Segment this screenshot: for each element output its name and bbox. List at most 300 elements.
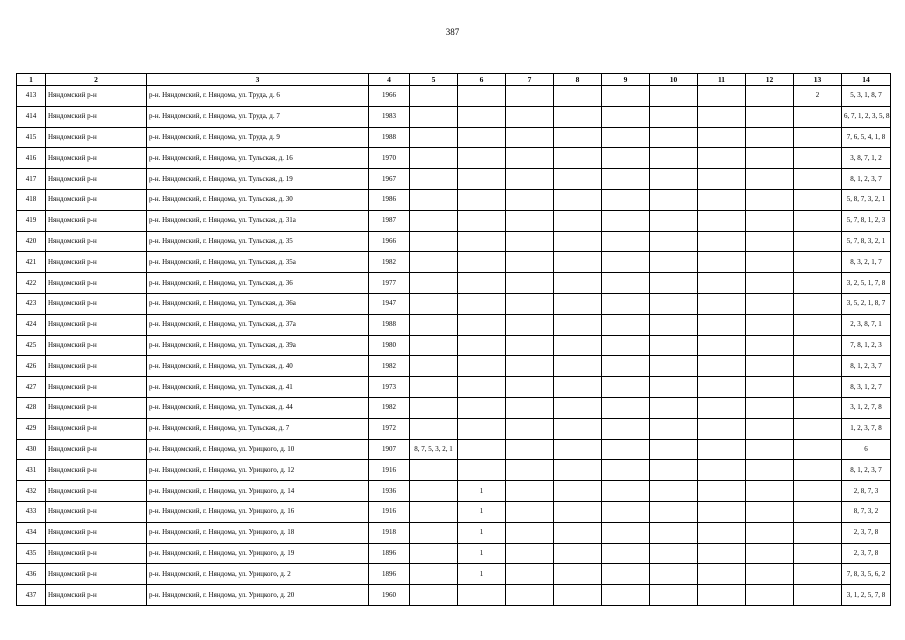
cell-col-8	[554, 418, 602, 439]
cell-col-1: 421	[17, 252, 46, 273]
cell-col-6	[458, 397, 506, 418]
cell-col-7	[506, 86, 554, 107]
cell-col-4: 1896	[369, 543, 410, 564]
register-table	[16, 73, 891, 606]
cell-col-14: 8, 1, 2, 3, 7	[842, 460, 891, 481]
cell-col-7	[506, 460, 554, 481]
cell-col-9	[602, 356, 650, 377]
cell-col-2: Няндомский р-н	[46, 169, 147, 190]
cell-col-2: Няндомский р-н	[46, 397, 147, 418]
cell-col-6	[458, 86, 506, 107]
cell-col-10	[650, 501, 698, 522]
cell-col-13	[794, 169, 842, 190]
cell-col-11	[698, 210, 746, 231]
cell-col-12	[746, 169, 794, 190]
table-row	[17, 439, 891, 460]
cell-col-11	[698, 439, 746, 460]
cell-col-5	[410, 293, 458, 314]
cell-col-5	[410, 148, 458, 169]
cell-col-8	[554, 501, 602, 522]
cell-col-1: 436	[17, 564, 46, 585]
cell-col-2: Няндомский р-н	[46, 335, 147, 356]
cell-col-14: 2, 3, 8, 7, 1	[842, 314, 891, 335]
cell-col-1: 432	[17, 481, 46, 502]
cell-col-14: 8, 3, 2, 1, 7	[842, 252, 891, 273]
cell-col-5	[410, 501, 458, 522]
cell-col-10	[650, 397, 698, 418]
cell-col-12	[746, 585, 794, 606]
cell-col-3: р-н. Няндомский, г. Няндома, ул. Урицкого, д. 16	[147, 501, 369, 522]
cell-col-7	[506, 439, 554, 460]
cell-col-3: р-н. Няндомский, г. Няндома, ул. Тульская, д. 41	[147, 377, 369, 398]
table-row	[17, 314, 891, 335]
cell-col-4: 1907	[369, 439, 410, 460]
cell-col-1: 431	[17, 460, 46, 481]
cell-col-2: Няндомский р-н	[46, 585, 147, 606]
cell-col-2: Няндомский р-н	[46, 418, 147, 439]
table-row	[17, 273, 891, 294]
cell-col-11	[698, 252, 746, 273]
cell-col-10	[650, 273, 698, 294]
column-header-6: 6	[458, 74, 506, 86]
cell-col-11	[698, 86, 746, 107]
cell-col-4: 1973	[369, 377, 410, 398]
cell-col-4: 1983	[369, 106, 410, 127]
column-header-1: 1	[17, 74, 46, 86]
table-row	[17, 106, 891, 127]
table-row	[17, 418, 891, 439]
cell-col-1: 423	[17, 293, 46, 314]
cell-col-12	[746, 231, 794, 252]
cell-col-11	[698, 501, 746, 522]
cell-col-8	[554, 397, 602, 418]
cell-col-3: р-н. Няндомский, г. Няндома, ул. Тульская, д. 7	[147, 418, 369, 439]
column-header-4: 4	[369, 74, 410, 86]
cell-col-3: р-н. Няндомский, г. Няндома, ул. Тульская, д. 44	[147, 397, 369, 418]
cell-col-10	[650, 86, 698, 107]
cell-col-13	[794, 106, 842, 127]
cell-col-1: 430	[17, 439, 46, 460]
cell-col-11	[698, 189, 746, 210]
cell-col-9	[602, 377, 650, 398]
cell-col-2: Няндомский р-н	[46, 189, 147, 210]
cell-col-8	[554, 252, 602, 273]
cell-col-11	[698, 377, 746, 398]
cell-col-10	[650, 127, 698, 148]
cell-col-8	[554, 356, 602, 377]
cell-col-11	[698, 585, 746, 606]
cell-col-13	[794, 418, 842, 439]
cell-col-12	[746, 564, 794, 585]
cell-col-1: 433	[17, 501, 46, 522]
cell-col-2: Няндомский р-н	[46, 273, 147, 294]
cell-col-10	[650, 169, 698, 190]
cell-col-6	[458, 460, 506, 481]
cell-col-13	[794, 481, 842, 502]
cell-col-5	[410, 169, 458, 190]
cell-col-13	[794, 148, 842, 169]
cell-col-9	[602, 106, 650, 127]
cell-col-13	[794, 397, 842, 418]
cell-col-4: 1966	[369, 86, 410, 107]
cell-col-4: 1987	[369, 210, 410, 231]
table-row	[17, 501, 891, 522]
cell-col-4: 1986	[369, 189, 410, 210]
cell-col-8	[554, 335, 602, 356]
column-header-5: 5	[410, 74, 458, 86]
table-row	[17, 127, 891, 148]
cell-col-3: р-н. Няндомский, г. Няндома, ул. Тульская, д. 37а	[147, 314, 369, 335]
cell-col-8	[554, 377, 602, 398]
cell-col-11	[698, 127, 746, 148]
table-row	[17, 86, 891, 107]
column-header-12: 12	[746, 74, 794, 86]
table-row	[17, 210, 891, 231]
cell-col-12	[746, 543, 794, 564]
cell-col-9	[602, 273, 650, 294]
cell-col-5	[410, 86, 458, 107]
cell-col-6	[458, 585, 506, 606]
cell-col-7	[506, 293, 554, 314]
cell-col-1: 416	[17, 148, 46, 169]
table-row	[17, 377, 891, 398]
cell-col-1: 419	[17, 210, 46, 231]
cell-col-12	[746, 481, 794, 502]
cell-col-13	[794, 439, 842, 460]
cell-col-6	[458, 293, 506, 314]
cell-col-3: р-н. Няндомский, г. Няндома, ул. Урицкого, д. 20	[147, 585, 369, 606]
cell-col-8	[554, 127, 602, 148]
cell-col-8	[554, 543, 602, 564]
cell-col-2: Няндомский р-н	[46, 564, 147, 585]
cell-col-4: 1980	[369, 335, 410, 356]
cell-col-11	[698, 397, 746, 418]
cell-col-9	[602, 481, 650, 502]
cell-col-7	[506, 210, 554, 231]
column-header-3: 3	[147, 74, 369, 86]
cell-col-14: 5, 7, 8, 1, 2, 3	[842, 210, 891, 231]
cell-col-6	[458, 169, 506, 190]
cell-col-12	[746, 293, 794, 314]
cell-col-7	[506, 356, 554, 377]
cell-col-14: 7, 6, 5, 4, 1, 8	[842, 127, 891, 148]
cell-col-9	[602, 127, 650, 148]
cell-col-5	[410, 397, 458, 418]
cell-col-8	[554, 564, 602, 585]
cell-col-12	[746, 335, 794, 356]
cell-col-9	[602, 169, 650, 190]
cell-col-6	[458, 210, 506, 231]
page-number: 387	[445, 27, 460, 37]
cell-col-8	[554, 148, 602, 169]
cell-col-10	[650, 564, 698, 585]
cell-col-7	[506, 543, 554, 564]
cell-col-12	[746, 356, 794, 377]
cell-col-14: 3, 5, 2, 1, 8, 7	[842, 293, 891, 314]
cell-col-4: 1916	[369, 501, 410, 522]
cell-col-5	[410, 543, 458, 564]
cell-col-4: 1977	[369, 273, 410, 294]
cell-col-1: 414	[17, 106, 46, 127]
cell-col-4: 1970	[369, 148, 410, 169]
cell-col-1: 424	[17, 314, 46, 335]
cell-col-1: 420	[17, 231, 46, 252]
cell-col-14: 5, 8, 7, 3, 2, 1	[842, 189, 891, 210]
cell-col-13	[794, 460, 842, 481]
cell-col-4: 1896	[369, 564, 410, 585]
cell-col-14: 6	[842, 439, 891, 460]
cell-col-12	[746, 210, 794, 231]
cell-col-5	[410, 189, 458, 210]
cell-col-7	[506, 522, 554, 543]
cell-col-14: 2, 8, 7, 3	[842, 481, 891, 502]
cell-col-8	[554, 293, 602, 314]
cell-col-9	[602, 397, 650, 418]
cell-col-13	[794, 356, 842, 377]
cell-col-10	[650, 418, 698, 439]
cell-col-1: 413	[17, 86, 46, 107]
cell-col-11	[698, 418, 746, 439]
cell-col-8	[554, 169, 602, 190]
cell-col-6: 1	[458, 564, 506, 585]
cell-col-8	[554, 210, 602, 231]
cell-col-2: Няндомский р-н	[46, 314, 147, 335]
cell-col-7	[506, 148, 554, 169]
cell-col-10	[650, 148, 698, 169]
cell-col-10	[650, 543, 698, 564]
table-row	[17, 564, 891, 585]
cell-col-7	[506, 106, 554, 127]
cell-col-3: р-н. Няндомский, г. Няндома, ул. Труда, д. 7	[147, 106, 369, 127]
cell-col-5	[410, 585, 458, 606]
cell-col-4: 1967	[369, 169, 410, 190]
cell-col-3: р-н. Няндомский, г. Няндома, ул. Труда, д. 6	[147, 86, 369, 107]
cell-col-4: 1988	[369, 127, 410, 148]
cell-col-9	[602, 585, 650, 606]
cell-col-14: 2, 3, 7, 8	[842, 543, 891, 564]
table-row	[17, 252, 891, 273]
cell-col-8	[554, 106, 602, 127]
cell-col-7	[506, 501, 554, 522]
table-row	[17, 169, 891, 190]
column-header-14: 14	[842, 74, 891, 86]
cell-col-3: р-н. Няндомский, г. Няндома, ул. Тульская, д. 31а	[147, 210, 369, 231]
cell-col-7	[506, 231, 554, 252]
cell-col-10	[650, 335, 698, 356]
cell-col-4: 1936	[369, 481, 410, 502]
cell-col-7	[506, 335, 554, 356]
cell-col-7	[506, 314, 554, 335]
cell-col-11	[698, 293, 746, 314]
cell-col-9	[602, 564, 650, 585]
column-header-13: 13	[794, 74, 842, 86]
table-row	[17, 460, 891, 481]
cell-col-6	[458, 273, 506, 294]
cell-col-1: 415	[17, 127, 46, 148]
cell-col-10	[650, 231, 698, 252]
cell-col-10	[650, 585, 698, 606]
cell-col-4: 1918	[369, 522, 410, 543]
cell-col-12	[746, 127, 794, 148]
cell-col-5	[410, 252, 458, 273]
cell-col-12	[746, 522, 794, 543]
cell-col-14: 2, 3, 7, 8	[842, 522, 891, 543]
cell-col-12	[746, 148, 794, 169]
cell-col-10	[650, 314, 698, 335]
cell-col-14: 6, 7, 1, 2, 3, 5, 8	[842, 106, 891, 127]
cell-col-10	[650, 377, 698, 398]
cell-col-7	[506, 377, 554, 398]
cell-col-5	[410, 481, 458, 502]
cell-col-3: р-н. Няндомский, г. Няндома, ул. Тульская, д. 36а	[147, 293, 369, 314]
cell-col-6	[458, 231, 506, 252]
cell-col-3: р-н. Няндомский, г. Няндома, ул. Тульская, д. 35	[147, 231, 369, 252]
cell-col-5	[410, 106, 458, 127]
cell-col-3: р-н. Няндомский, г. Няндома, ул. Труда, д. 9	[147, 127, 369, 148]
cell-col-13	[794, 585, 842, 606]
column-header-11: 11	[698, 74, 746, 86]
cell-col-12	[746, 397, 794, 418]
cell-col-14: 8, 1, 2, 3, 7	[842, 169, 891, 190]
cell-col-6: 1	[458, 501, 506, 522]
cell-col-1: 426	[17, 356, 46, 377]
cell-col-11	[698, 335, 746, 356]
cell-col-3: р-н. Няндомский, г. Няндома, ул. Урицкого, д. 19	[147, 543, 369, 564]
cell-col-2: Няндомский р-н	[46, 210, 147, 231]
cell-col-5	[410, 418, 458, 439]
cell-col-9	[602, 460, 650, 481]
cell-col-5	[410, 231, 458, 252]
cell-col-11	[698, 231, 746, 252]
cell-col-7	[506, 273, 554, 294]
cell-col-9	[602, 418, 650, 439]
cell-col-13	[794, 564, 842, 585]
column-header-8: 8	[554, 74, 602, 86]
cell-col-10	[650, 210, 698, 231]
cell-col-10	[650, 293, 698, 314]
cell-col-10	[650, 439, 698, 460]
cell-col-2: Няндомский р-н	[46, 252, 147, 273]
cell-col-4: 1966	[369, 231, 410, 252]
cell-col-3: р-н. Няндомский, г. Няндома, ул. Тульская, д. 30	[147, 189, 369, 210]
cell-col-2: Няндомский р-н	[46, 148, 147, 169]
cell-col-1: 418	[17, 189, 46, 210]
cell-col-13	[794, 335, 842, 356]
cell-col-3: р-н. Няндомский, г. Няндома, ул. Тульская, д. 36	[147, 273, 369, 294]
cell-col-9	[602, 293, 650, 314]
cell-col-14: 3, 1, 2, 5, 7, 8	[842, 585, 891, 606]
cell-col-2: Няндомский р-н	[46, 522, 147, 543]
cell-col-6	[458, 439, 506, 460]
cell-col-14: 1, 2, 3, 7, 8	[842, 418, 891, 439]
column-header-7: 7	[506, 74, 554, 86]
table-row	[17, 481, 891, 502]
cell-col-5	[410, 356, 458, 377]
table-row	[17, 335, 891, 356]
cell-col-6	[458, 314, 506, 335]
cell-col-1: 417	[17, 169, 46, 190]
cell-col-7	[506, 189, 554, 210]
cell-col-13	[794, 543, 842, 564]
cell-col-4: 1982	[369, 397, 410, 418]
cell-col-7	[506, 397, 554, 418]
cell-col-14: 3, 1, 2, 7, 8	[842, 397, 891, 418]
cell-col-6	[458, 127, 506, 148]
cell-col-3: р-н. Няндомский, г. Няндома, ул. Тульская, д. 39а	[147, 335, 369, 356]
cell-col-6	[458, 356, 506, 377]
cell-col-2: Няндомский р-н	[46, 356, 147, 377]
cell-col-8	[554, 314, 602, 335]
cell-col-6	[458, 189, 506, 210]
cell-col-3: р-н. Няндомский, г. Няндома, ул. Урицкого, д. 2	[147, 564, 369, 585]
table-row	[17, 293, 891, 314]
cell-col-6	[458, 106, 506, 127]
cell-col-10	[650, 252, 698, 273]
cell-col-10	[650, 356, 698, 377]
cell-col-1: 422	[17, 273, 46, 294]
cell-col-4: 1982	[369, 356, 410, 377]
cell-col-10	[650, 460, 698, 481]
cell-col-8	[554, 86, 602, 107]
cell-col-7	[506, 252, 554, 273]
cell-col-11	[698, 169, 746, 190]
table-header-row	[17, 74, 891, 86]
cell-col-7	[506, 585, 554, 606]
cell-col-3: р-н. Няндомский, г. Няндома, ул. Тульская, д. 19	[147, 169, 369, 190]
cell-col-13	[794, 127, 842, 148]
cell-col-11	[698, 314, 746, 335]
cell-col-11	[698, 273, 746, 294]
cell-col-9	[602, 189, 650, 210]
cell-col-11	[698, 460, 746, 481]
cell-col-5	[410, 522, 458, 543]
cell-col-8	[554, 273, 602, 294]
cell-col-12	[746, 252, 794, 273]
cell-col-1: 434	[17, 522, 46, 543]
cell-col-13	[794, 189, 842, 210]
cell-col-7	[506, 564, 554, 585]
cell-col-8	[554, 522, 602, 543]
cell-col-7	[506, 127, 554, 148]
cell-col-8	[554, 231, 602, 252]
column-header-9: 9	[602, 74, 650, 86]
cell-col-5: 8, 7, 5, 3, 2, 1	[410, 439, 458, 460]
cell-col-6	[458, 148, 506, 169]
cell-col-8	[554, 439, 602, 460]
cell-col-2: Няндомский р-н	[46, 377, 147, 398]
cell-col-9	[602, 439, 650, 460]
cell-col-12	[746, 439, 794, 460]
cell-col-1: 427	[17, 377, 46, 398]
cell-col-1: 428	[17, 397, 46, 418]
cell-col-4: 1947	[369, 293, 410, 314]
cell-col-14: 8, 3, 1, 2, 7	[842, 377, 891, 398]
cell-col-14: 8, 7, 3, 2	[842, 501, 891, 522]
cell-col-5	[410, 210, 458, 231]
cell-col-13	[794, 314, 842, 335]
cell-col-10	[650, 189, 698, 210]
cell-col-12	[746, 273, 794, 294]
cell-col-14: 3, 2, 5, 1, 7, 8	[842, 273, 891, 294]
cell-col-3: р-н. Няндомский, г. Няндома, ул. Урицкого, д. 14	[147, 481, 369, 502]
cell-col-11	[698, 481, 746, 502]
cell-col-11	[698, 522, 746, 543]
cell-col-12	[746, 106, 794, 127]
cell-col-7	[506, 169, 554, 190]
cell-col-13	[794, 252, 842, 273]
table-row	[17, 356, 891, 377]
cell-col-12	[746, 418, 794, 439]
